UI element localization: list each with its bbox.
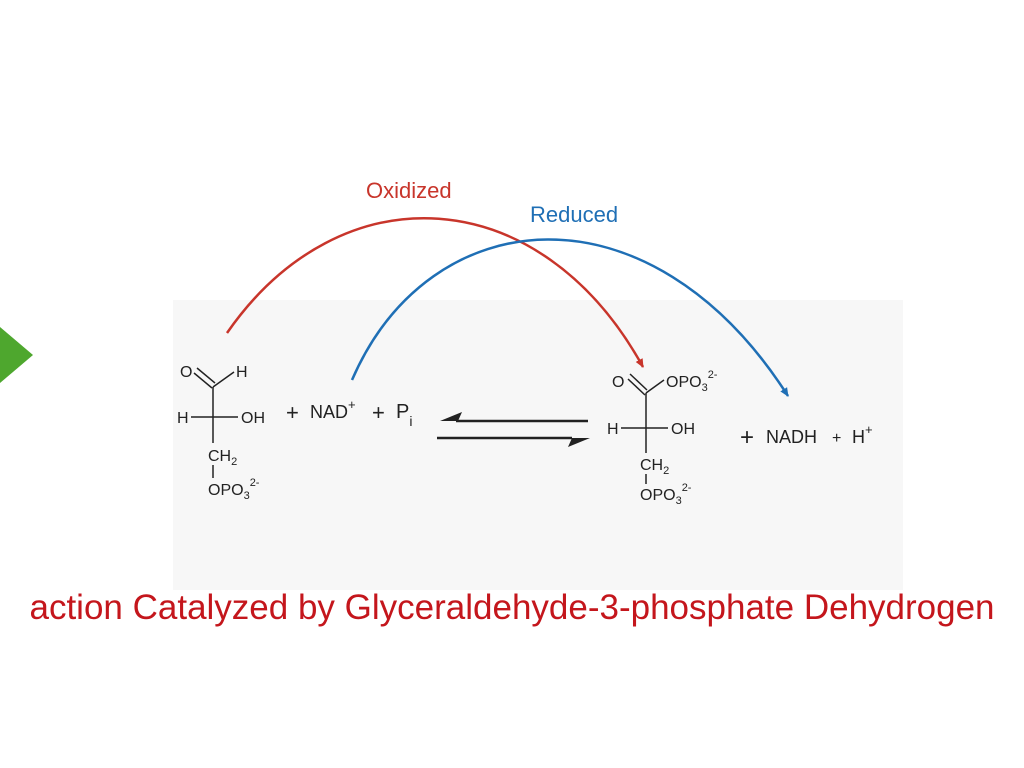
bond bbox=[630, 374, 647, 390]
reactant-c2-h: H bbox=[177, 410, 189, 427]
reactant-aldehyde-h: H bbox=[236, 364, 248, 381]
oxidized-label: Oxidized bbox=[366, 178, 452, 203]
product-c2-h: H bbox=[607, 421, 619, 438]
plus-sign: + bbox=[372, 400, 385, 425]
product-phosphate: $OPO_3^{2-}$ bbox=[640, 482, 692, 507]
bisphosphoglycerate-structure bbox=[607, 369, 718, 507]
plus-sign: + bbox=[286, 400, 299, 425]
bond bbox=[646, 380, 664, 393]
proton-label: H+ bbox=[852, 422, 873, 447]
bond bbox=[194, 373, 212, 388]
reduced-label: Reduced bbox=[530, 202, 619, 227]
bond bbox=[197, 368, 215, 383]
product-carbonyl-o: O bbox=[612, 374, 625, 391]
product-ch2: $CH_2$ bbox=[640, 457, 670, 477]
inorganic-phosphate-label: $P_i$ bbox=[396, 401, 413, 429]
reactant-c2-oh: OH bbox=[241, 410, 265, 427]
bond bbox=[213, 372, 234, 387]
reactant-phosphate: $OPO_3^{2-}$ bbox=[208, 477, 260, 502]
equilibrium-arrows bbox=[437, 412, 590, 447]
nadh-label: NADH bbox=[766, 427, 818, 447]
left-cofactors bbox=[286, 397, 412, 429]
reactant-ch2: $CH_2$ bbox=[208, 448, 238, 468]
nad-plus-label: NAD+ bbox=[310, 397, 356, 422]
product-c2-oh: OH bbox=[671, 421, 695, 438]
glyceraldehyde-3-phosphate-structure bbox=[177, 364, 265, 502]
reactant-aldehyde-o: O bbox=[180, 364, 193, 381]
oxidized-curved-arrow bbox=[227, 218, 643, 367]
reduced-curved-arrow bbox=[352, 239, 788, 396]
slide-caption: action Catalyzed by Glyceraldehyde-3-phosphate Dehydrogen bbox=[29, 588, 995, 627]
product-acyl-phosphate: $OPO_3^{2-}$ bbox=[666, 369, 718, 394]
bond bbox=[628, 379, 645, 395]
plus-sign: + bbox=[832, 430, 842, 447]
plus-sign: + bbox=[740, 424, 755, 451]
right-cofactors bbox=[740, 422, 873, 451]
